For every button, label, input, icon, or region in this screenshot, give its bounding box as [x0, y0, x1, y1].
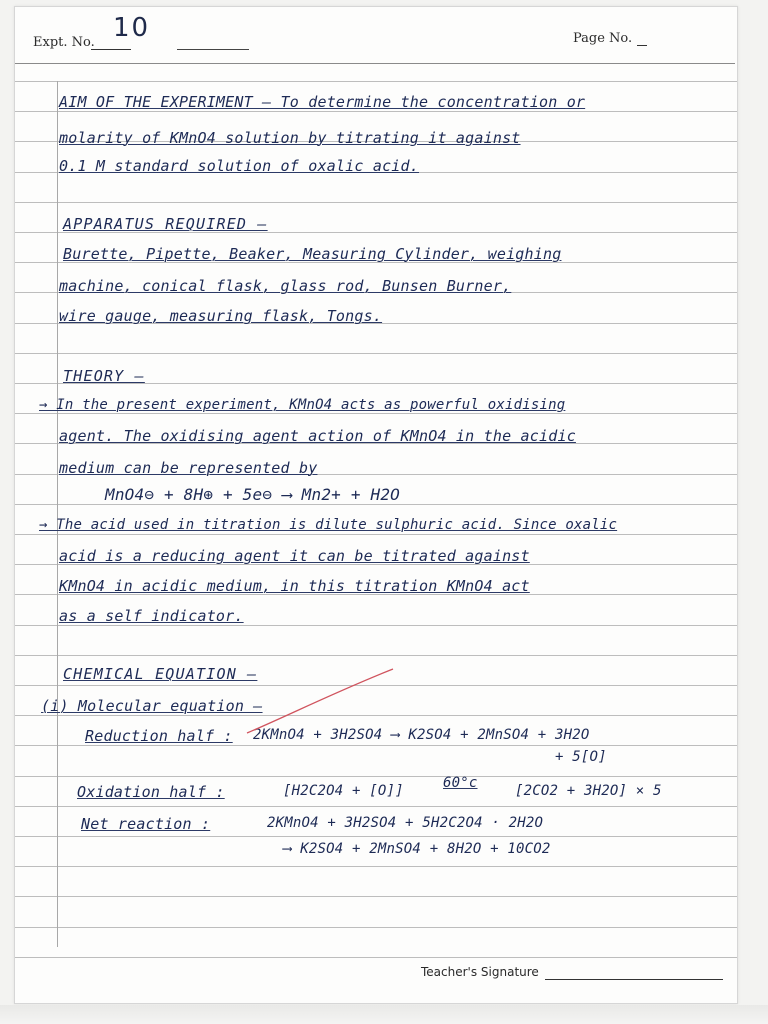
theory-p1-line-1: → In the present experiment, KMnO4 acts as powerful oxidising — [39, 397, 566, 413]
ruled-line — [15, 806, 737, 807]
aim-line-1: AIM OF THE EXPERIMENT — To determine the concentration or — [59, 93, 586, 111]
ruled-line — [15, 776, 737, 777]
expt-no-value: 10 — [113, 13, 151, 43]
theory-p2-line-3: KMnO4 in acidic medium, in this titration KMnO4 act — [59, 577, 530, 595]
page-header — [15, 7, 737, 69]
apparatus-line-2: machine, conical flask, glass rod, Bunsen Burner, — [59, 277, 512, 295]
red-pen-mark — [245, 667, 395, 737]
ruled-line — [15, 413, 737, 414]
ruled-line — [15, 202, 737, 203]
ruled-line — [15, 655, 737, 656]
ruled-line — [15, 866, 737, 867]
header-blank-line — [177, 49, 249, 50]
apparatus-line-3: wire gauge, measuring flask, Tongs. — [59, 307, 383, 325]
oxidation-half-condition: 60°c — [443, 775, 478, 791]
net-reaction-equation-cont: ⟶ K2SO4 + 2MnSO4 + 8H2O + 10CO2 — [283, 841, 551, 857]
ruled-line — [15, 534, 737, 535]
chemical-heading: CHEMICAL EQUATION — — [63, 665, 258, 683]
ruled-line — [15, 353, 737, 354]
ruled-line — [15, 957, 737, 958]
page-bottom-edge — [0, 1005, 768, 1024]
reduction-half-equation-cont: + 5[O] — [555, 749, 607, 765]
net-reaction-label: Net reaction : — [81, 815, 211, 833]
theory-p2-line-1: → The acid used in titration is dilute sulphuric acid. Since oxalic — [39, 517, 618, 533]
theory-p1-line-3: medium can be represented by — [59, 459, 318, 477]
teacher-signature-line — [545, 979, 723, 980]
theory-equation: MnO4⊖ + 8H⊕ + 5e⊖ ⟶ Mn2+ + H2O — [105, 485, 400, 504]
margin-line — [57, 81, 58, 947]
reduction-half-label: Reduction half : — [85, 727, 233, 745]
apparatus-line-1: Burette, Pipette, Beaker, Measuring Cylinder, weighing — [63, 245, 562, 263]
oxidation-half-label: Oxidation half : — [77, 783, 225, 801]
theory-p2-line-2: acid is a reducing agent it can be titrated against — [59, 547, 530, 565]
theory-p1-line-2: agent. The oxidising agent action of KMnO4 in the acidic — [59, 427, 576, 445]
page-no-underline — [637, 45, 647, 46]
ruled-line — [15, 81, 737, 82]
header-divider — [15, 63, 735, 64]
notebook-page — [14, 6, 738, 1004]
expt-no-label: Expt. No. — [33, 35, 95, 50]
oxidation-half-reactants: [H2C2O4 + [O]] — [283, 783, 404, 799]
theory-heading: THEORY — — [63, 367, 145, 385]
ruled-line — [15, 896, 737, 897]
page-no-label: Page No. — [573, 31, 633, 46]
ruled-line — [15, 927, 737, 928]
expt-no-underline — [91, 49, 131, 50]
apparatus-heading: APPARATUS REQUIRED — — [63, 215, 268, 233]
oxidation-half-products: [2CO2 + 3H2O] × 5 — [515, 783, 662, 799]
ruled-line — [15, 836, 737, 837]
net-reaction-equation: 2KMnO4 + 3H2SO4 + 5H2C2O4 · 2H2O — [267, 815, 544, 831]
reduction-half-equation: 2KMnO4 + 3H2SO4 ⟶ K2SO4 + 2MnSO4 + 3H2O — [253, 727, 590, 743]
aim-line-2: molarity of KMnO4 solution by titrating it against — [59, 129, 521, 147]
ruled-line — [15, 745, 737, 746]
molecular-equation-label: (i) Molecular equation — — [41, 697, 263, 715]
theory-p2-line-4: as a self indicator. — [59, 607, 244, 625]
aim-line-3: 0.1 M standard solution of oxalic acid. — [59, 157, 419, 175]
ruled-line — [15, 111, 737, 112]
teacher-signature-label: Teacher's Signature — [421, 965, 539, 979]
